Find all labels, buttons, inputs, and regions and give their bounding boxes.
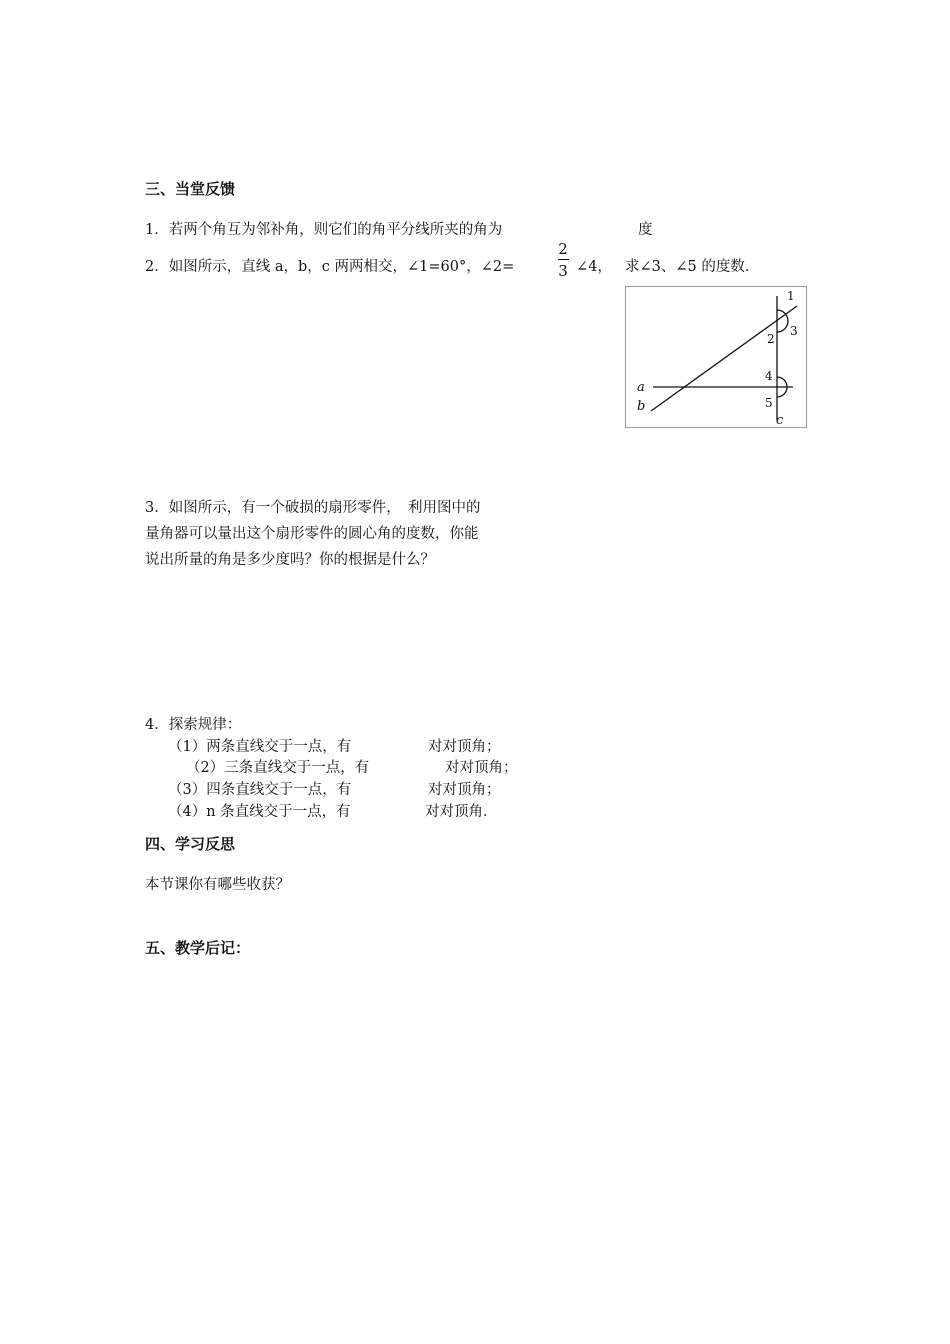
section-heading-feedback: 三、当堂反馈 [145,180,236,198]
question-2-suffix: ∠4， [576,259,612,275]
line-label-b: b [637,399,646,414]
question-4-item-1-pre: （1）两条直线交于一点，有 [168,739,352,755]
question-4-item-4-post: 对对顶角． [425,804,498,820]
angle-label-2: 2 [767,332,775,346]
angle-label-1: 1 [787,289,795,303]
angle-label-3: 3 [790,324,798,338]
reflection-prompt: 本节课你有哪些收获？ [145,877,290,893]
section-heading-teaching-notes: 五、教学后记： [145,939,251,957]
question-4-item-3-pre: （3）四条直线交于一点，有 [168,782,352,798]
figure-frame [626,287,807,428]
fraction-denominator: 3 [558,262,568,280]
fraction-numerator: 2 [558,240,568,258]
section-heading-reflection: 四、学习反思 [145,835,236,853]
question-4-item-2-pre: （2）三条直线交于一点，有 [186,760,370,776]
question-2-figure [625,286,807,428]
fraction-bar [558,259,569,260]
question-4-item-3-post: 对对顶角； [428,782,501,798]
question-4-item-1-post: 对对顶角； [428,739,501,755]
line-label-c: c [776,413,784,428]
question-2-ask: 求∠3、∠5 的度数． [625,259,760,275]
question-4-item-2-post: 对对顶角； [445,760,518,776]
question-4-title: 4．探索规律： [145,717,242,733]
angle-label-4: 4 [765,369,773,383]
question-2-prefix: 2．如图所示，直线 a，b，c 两两相交，∠1=60°，∠2= [145,259,515,275]
angle-label-5: 5 [765,396,773,410]
question-3-line-3: 说出所量的角是多少度吗？你的根据是什么？ [145,552,435,568]
question-3-line-2: 量角器可以量出这个扇形零件的圆心角的度数，你能 [145,526,479,542]
question-1: 1．若两个角互为邻补角，则它们的角平分线所夹的角为 [145,222,503,238]
question-4-item-4-pre: （4）n 条直线交于一点，有 [168,804,351,820]
question-3-line-1: 3．如图所示，有一个破损的扇形零件， 利用图中的 [145,500,481,516]
fraction-two-thirds [556,240,570,280]
question-1-unit: 度 [638,222,653,238]
line-label-a: a [637,380,645,395]
